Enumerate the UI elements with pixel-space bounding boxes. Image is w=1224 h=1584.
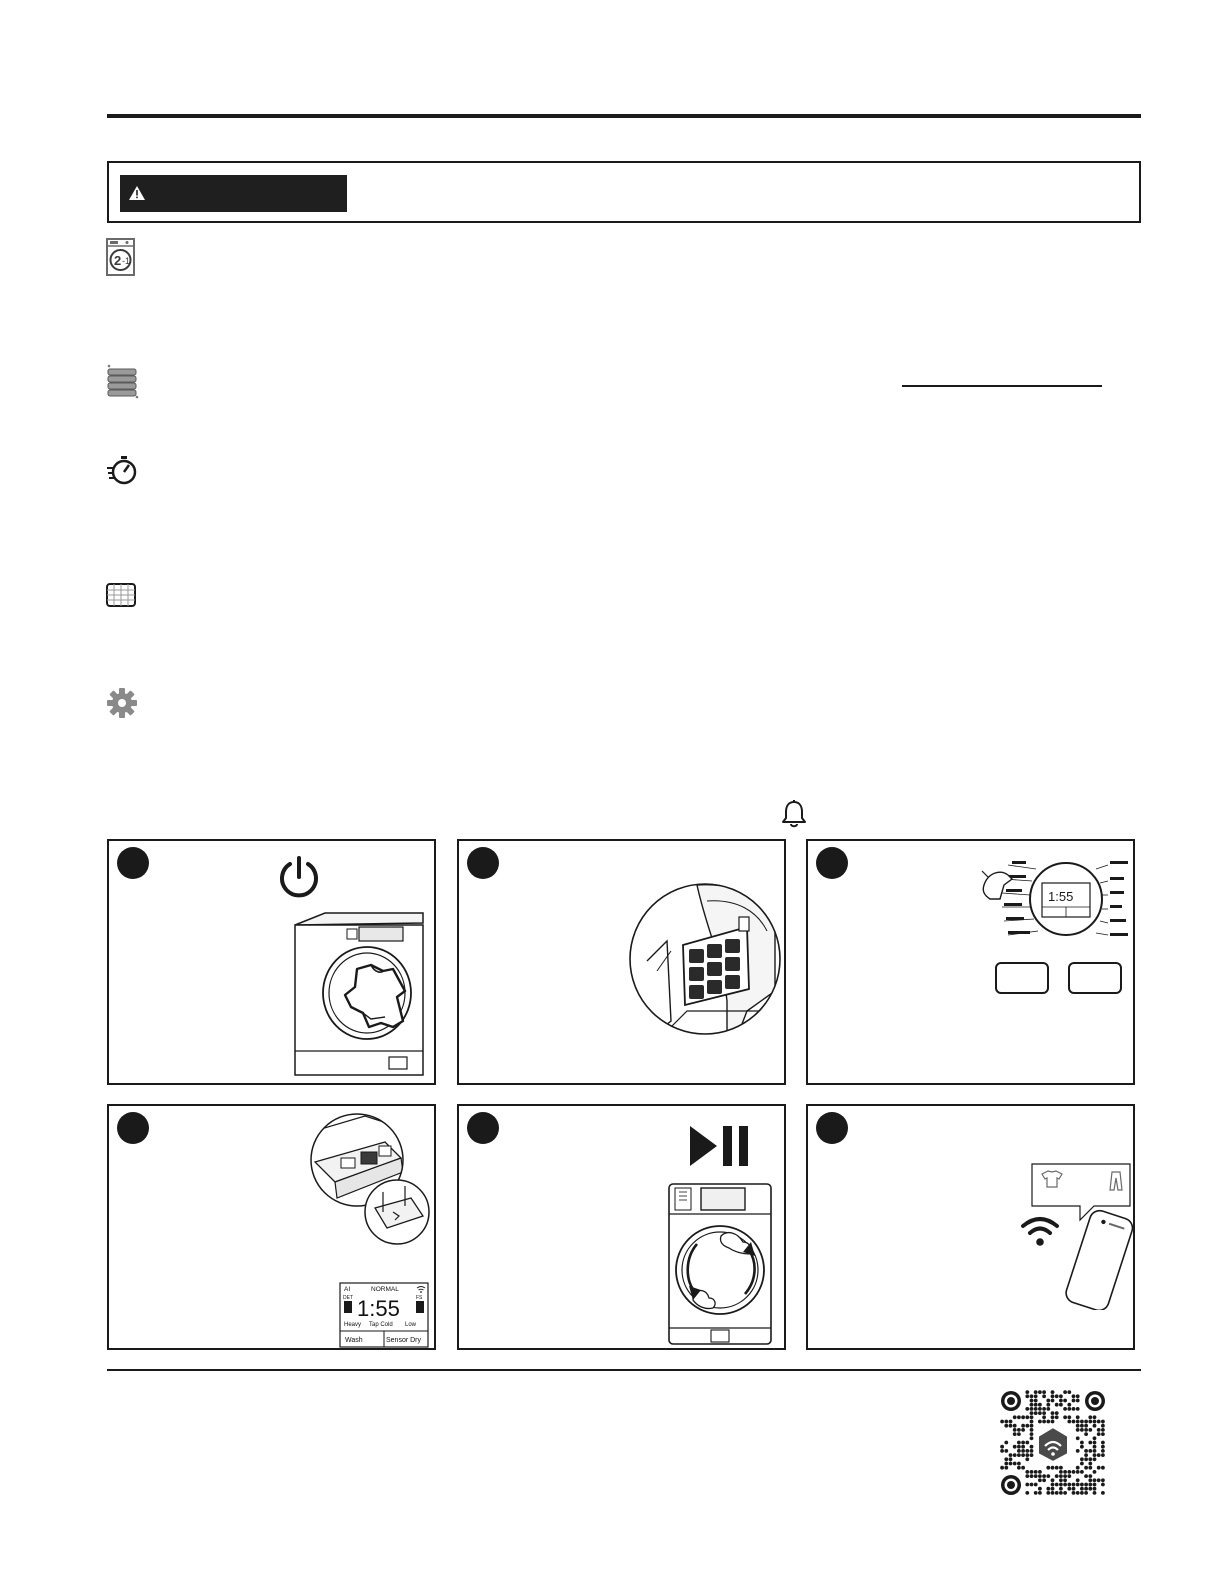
qr-module <box>1067 1470 1071 1474</box>
svg-text:1:55: 1:55 <box>1048 889 1074 904</box>
qr-module <box>1059 1470 1063 1474</box>
qr-module <box>1067 1407 1071 1411</box>
qr-module <box>1038 1403 1042 1407</box>
qr-module <box>1025 1390 1029 1394</box>
qr-module <box>1072 1407 1076 1411</box>
lcd-option-dry: Low <box>405 1322 417 1328</box>
qr-module <box>1088 1441 1092 1445</box>
qr-module <box>1076 1478 1080 1482</box>
qr-module <box>1021 1441 1025 1445</box>
qr-module <box>1059 1483 1063 1487</box>
qr-module <box>1051 1420 1055 1424</box>
qr-module <box>1076 1466 1080 1470</box>
qr-module <box>1021 1449 1025 1453</box>
qr-module <box>1000 1449 1004 1453</box>
qr-module <box>1013 1453 1017 1457</box>
qr-module <box>1034 1390 1038 1394</box>
qr-module <box>1046 1474 1050 1478</box>
qr-module <box>1080 1420 1084 1424</box>
qr-module <box>1101 1466 1105 1470</box>
washer-dryer-combo-icon <box>105 237 137 277</box>
qr-module <box>1097 1478 1101 1482</box>
qr-module <box>1021 1428 1025 1432</box>
qr-module <box>1101 1449 1105 1453</box>
qr-module <box>1101 1491 1105 1495</box>
qr-module <box>1038 1407 1042 1411</box>
qr-module <box>1076 1436 1080 1440</box>
qr-module <box>1051 1394 1055 1398</box>
qr-module <box>1076 1483 1080 1487</box>
qr-module <box>1080 1491 1084 1495</box>
step-panel-4 <box>107 1104 436 1350</box>
qr-module <box>1059 1491 1063 1495</box>
qr-module <box>1017 1441 1021 1445</box>
power-icon <box>277 855 321 899</box>
underline-blank <box>902 385 1102 387</box>
qr-module <box>1084 1487 1088 1491</box>
qr-module <box>1038 1478 1042 1482</box>
qr-module <box>1093 1436 1097 1440</box>
qr-module <box>1021 1453 1025 1457</box>
qr-module <box>1025 1483 1029 1487</box>
lcd-tag-right: FS <box>416 1295 423 1301</box>
lcd-mode-left: AI <box>344 1286 351 1293</box>
qr-module <box>1059 1466 1063 1470</box>
qr-module <box>1088 1474 1092 1478</box>
step-panel-5 <box>457 1104 786 1350</box>
qr-module <box>1097 1432 1101 1436</box>
qr-module <box>1051 1390 1055 1394</box>
qr-module <box>1063 1390 1067 1394</box>
qr-module <box>1080 1445 1084 1449</box>
qr-module <box>1025 1415 1029 1419</box>
qr-module <box>1088 1457 1092 1461</box>
qr-module <box>1038 1411 1042 1415</box>
lcd-option-temp: Tap Cold <box>369 1322 393 1328</box>
qr-module <box>1072 1491 1076 1495</box>
qr-module <box>1030 1394 1034 1398</box>
qr-module <box>1093 1445 1097 1449</box>
qr-module <box>1051 1399 1055 1403</box>
qr-module <box>1004 1424 1008 1428</box>
step-panel-1 <box>107 839 436 1085</box>
qr-module <box>1013 1462 1017 1466</box>
qr-module <box>1101 1483 1105 1487</box>
wifi-icon <box>1020 1214 1060 1248</box>
qr-module <box>1076 1491 1080 1495</box>
qr-module <box>1076 1420 1080 1424</box>
qr-module <box>1088 1420 1092 1424</box>
qr-module <box>1080 1483 1084 1487</box>
qr-module <box>1084 1483 1088 1487</box>
qr-module <box>1063 1483 1067 1487</box>
qr-module <box>1093 1483 1097 1487</box>
lcd-cycle-name: NORMAL <box>371 1286 399 1293</box>
step-panel-3 <box>806 839 1135 1085</box>
lcd-time: 1:55 <box>357 1296 400 1321</box>
qr-module <box>1004 1457 1008 1461</box>
qr-module <box>1025 1474 1029 1478</box>
qr-module <box>1025 1441 1029 1445</box>
bell-icon <box>780 799 808 829</box>
qr-module <box>1051 1491 1055 1495</box>
qr-module <box>1072 1399 1076 1403</box>
option-button-left[interactable] <box>995 962 1049 994</box>
option-button-right[interactable] <box>1068 962 1122 994</box>
qr-module <box>1101 1445 1105 1449</box>
qr-module <box>1093 1487 1097 1491</box>
qr-module <box>1101 1453 1105 1457</box>
qr-module <box>1088 1449 1092 1453</box>
lcd-option-soil: Heavy <box>344 1322 362 1328</box>
qr-module <box>1030 1432 1034 1436</box>
control-lcd-display <box>339 1282 429 1348</box>
qr-module <box>1051 1487 1055 1491</box>
qr-module <box>1013 1432 1017 1436</box>
qr-module <box>1013 1415 1017 1419</box>
qr-module <box>1034 1470 1038 1474</box>
qr-module <box>1076 1449 1080 1453</box>
step-number-1 <box>117 847 149 879</box>
qr-module <box>1076 1407 1080 1411</box>
step-number-4 <box>117 1112 149 1144</box>
qr-module <box>1025 1407 1029 1411</box>
gear-icon <box>105 686 139 720</box>
qr-module <box>1093 1478 1097 1482</box>
qr-module <box>1088 1466 1092 1470</box>
qr-module <box>1059 1474 1063 1478</box>
step-number-6 <box>816 1112 848 1144</box>
qr-module <box>1013 1428 1017 1432</box>
qr-module <box>1072 1470 1076 1474</box>
qr-module <box>1025 1453 1029 1457</box>
qr-module <box>1030 1424 1034 1428</box>
qr-module <box>1088 1428 1092 1432</box>
qr-module <box>1046 1399 1050 1403</box>
qr-module <box>1030 1436 1034 1440</box>
qr-module <box>1080 1487 1084 1491</box>
qr-module <box>1046 1403 1050 1407</box>
qr-module <box>1080 1462 1084 1466</box>
qr-module <box>1030 1474 1034 1478</box>
qr-module <box>1080 1457 1084 1461</box>
qr-module <box>1046 1420 1050 1424</box>
qr-module <box>1013 1445 1017 1449</box>
quick-timer-icon <box>105 452 141 488</box>
qr-module <box>1067 1420 1071 1424</box>
qr-module <box>1004 1420 1008 1424</box>
qr-module <box>1034 1394 1038 1398</box>
qr-module <box>1013 1424 1017 1428</box>
qr-module <box>1084 1491 1088 1495</box>
qr-module <box>1038 1474 1042 1478</box>
stacked-clothes-icon <box>105 364 141 400</box>
qr-module <box>1055 1491 1059 1495</box>
qr-module <box>1055 1403 1059 1407</box>
qr-module <box>1051 1415 1055 1419</box>
qr-module <box>1088 1462 1092 1466</box>
qr-module <box>1038 1487 1042 1491</box>
qr-module <box>1093 1424 1097 1428</box>
qr-module <box>1021 1466 1025 1470</box>
qr-module <box>1017 1432 1021 1436</box>
qr-module <box>1063 1491 1067 1495</box>
qr-module <box>1084 1474 1088 1478</box>
qr-module <box>1030 1407 1034 1411</box>
qr-module <box>1093 1470 1097 1474</box>
qr-module <box>1000 1445 1004 1449</box>
step-number-2 <box>467 847 499 879</box>
qr-module <box>1000 1466 1004 1470</box>
qr-module <box>1030 1411 1034 1415</box>
qr-module <box>1072 1394 1076 1398</box>
qr-module <box>1101 1428 1105 1432</box>
svg-text:-1: -1 <box>122 256 131 266</box>
lint-filter-illustration <box>627 881 783 1037</box>
qr-module <box>1080 1441 1084 1445</box>
qr-module <box>1030 1420 1034 1424</box>
step-number-3 <box>816 847 848 879</box>
qr-module <box>1088 1415 1092 1419</box>
qr-module <box>1076 1394 1080 1398</box>
qr-module <box>1017 1428 1021 1432</box>
qr-module <box>1084 1449 1088 1453</box>
qr-module <box>1025 1491 1029 1495</box>
qr-module <box>1021 1445 1025 1449</box>
qr-module <box>1063 1407 1067 1411</box>
qr-module <box>1093 1491 1097 1495</box>
qr-module <box>1042 1420 1046 1424</box>
qr-module <box>1067 1487 1071 1491</box>
qr-module <box>1034 1403 1038 1407</box>
qr-module <box>1088 1487 1092 1491</box>
qr-module <box>1076 1415 1080 1419</box>
svg-text:2: 2 <box>114 253 122 268</box>
qr-module <box>1021 1415 1025 1419</box>
qr-module <box>1080 1428 1084 1432</box>
qr-module <box>1072 1487 1076 1491</box>
qr-module <box>1063 1478 1067 1482</box>
qr-module <box>1004 1441 1008 1445</box>
qr-module <box>1030 1470 1034 1474</box>
qr-module <box>1046 1491 1050 1495</box>
qr-module <box>1067 1483 1071 1487</box>
warning-banner <box>107 161 1141 223</box>
step-panel-2 <box>457 839 786 1085</box>
qr-module <box>1017 1466 1021 1470</box>
qr-module <box>1063 1474 1067 1478</box>
qr-module <box>1046 1407 1050 1411</box>
qr-module <box>1084 1466 1088 1470</box>
warning-label <box>120 175 347 212</box>
qr-module <box>1084 1420 1088 1424</box>
qr-module <box>1017 1449 1021 1453</box>
qr-module <box>1017 1462 1021 1466</box>
qr-module <box>1076 1470 1080 1474</box>
qr-module <box>1093 1453 1097 1457</box>
qr-module <box>1042 1415 1046 1419</box>
qr-module <box>1080 1470 1084 1474</box>
qr-module <box>1030 1453 1034 1457</box>
qr-module <box>1063 1470 1067 1474</box>
grid-filter-icon <box>105 582 137 608</box>
qr-module <box>1051 1478 1055 1482</box>
qr-module <box>1009 1462 1013 1466</box>
qr-module <box>1093 1449 1097 1453</box>
qr-module <box>1055 1483 1059 1487</box>
qr-module <box>1059 1399 1063 1403</box>
step-panel-6 <box>806 1104 1135 1350</box>
qr-module <box>1025 1424 1029 1428</box>
qr-module <box>1063 1415 1067 1419</box>
qr-module <box>1067 1474 1071 1478</box>
qr-module <box>1042 1474 1046 1478</box>
qr-module <box>1097 1428 1101 1432</box>
qr-module <box>1076 1399 1080 1403</box>
qr-module <box>1084 1428 1088 1432</box>
qr-module <box>1030 1449 1034 1453</box>
footer-rule <box>107 1369 1141 1371</box>
qr-module <box>1030 1399 1034 1403</box>
qr-module <box>1080 1424 1084 1428</box>
qr-module <box>1059 1403 1063 1407</box>
qr-module <box>1034 1483 1038 1487</box>
qr-module <box>1101 1420 1105 1424</box>
detergent-drawer-illustration <box>305 1112 433 1248</box>
qr-module <box>1046 1487 1050 1491</box>
qr-module <box>1004 1466 1008 1470</box>
qr-module <box>1042 1478 1046 1482</box>
qr-module <box>1067 1415 1071 1419</box>
qr-module <box>1051 1466 1055 1470</box>
qr-module <box>1042 1390 1046 1394</box>
qr-code[interactable] <box>1000 1390 1106 1496</box>
qr-module <box>1093 1415 1097 1419</box>
qr-module <box>1101 1424 1105 1428</box>
qr-module <box>1017 1445 1021 1449</box>
qr-module <box>1042 1411 1046 1415</box>
qr-module <box>1097 1453 1101 1457</box>
qr-module <box>1084 1424 1088 1428</box>
step-number-5 <box>467 1112 499 1144</box>
washer-tumbling-illustration <box>665 1182 775 1348</box>
qr-module <box>1025 1394 1029 1398</box>
qr-module <box>1084 1457 1088 1461</box>
qr-module <box>1084 1453 1088 1457</box>
lcd-button-wash[interactable]: Wash <box>345 1337 363 1344</box>
qr-module <box>1097 1420 1101 1424</box>
qr-module <box>1088 1483 1092 1487</box>
qr-module <box>1055 1474 1059 1478</box>
qr-module <box>1076 1428 1080 1432</box>
qr-module <box>1030 1403 1034 1407</box>
lcd-tag-left: DET <box>343 1295 353 1301</box>
qr-module <box>1030 1445 1034 1449</box>
qr-module <box>1059 1478 1063 1482</box>
qr-module <box>1038 1470 1042 1474</box>
qr-module <box>1093 1457 1097 1461</box>
lcd-button-sensor-dry[interactable]: Sensor Dry <box>386 1337 422 1344</box>
qr-module <box>1009 1457 1013 1461</box>
washer-loading-illustration <box>289 911 429 1081</box>
qr-module <box>1038 1491 1042 1495</box>
qr-module <box>1030 1483 1034 1487</box>
qr-module <box>1009 1424 1013 1428</box>
qr-module <box>1004 1449 1008 1453</box>
qr-module <box>1101 1432 1105 1436</box>
qr-module <box>1034 1474 1038 1478</box>
qr-module <box>1055 1411 1059 1415</box>
qr-module <box>1009 1453 1013 1457</box>
qr-module <box>1000 1420 1004 1424</box>
qr-module <box>1093 1420 1097 1424</box>
qr-module <box>1097 1466 1101 1470</box>
qr-module <box>1038 1390 1042 1394</box>
qr-module <box>1017 1453 1021 1457</box>
qr-module <box>1034 1411 1038 1415</box>
qr-module <box>1059 1487 1063 1491</box>
qr-module <box>1034 1399 1038 1403</box>
qr-module <box>1030 1428 1034 1432</box>
qr-module <box>1009 1420 1013 1424</box>
qr-module <box>1059 1394 1063 1398</box>
qr-module <box>1017 1415 1021 1419</box>
header-rule <box>107 114 1141 118</box>
qr-module <box>1072 1483 1076 1487</box>
play-pause-icon <box>687 1124 753 1168</box>
qr-module <box>1101 1441 1105 1445</box>
qr-module <box>1055 1466 1059 1470</box>
qr-module <box>1046 1466 1050 1470</box>
qr-module <box>1030 1415 1034 1419</box>
qr-module <box>1063 1399 1067 1403</box>
warning-triangle-icon <box>128 185 146 201</box>
qr-module <box>1084 1432 1088 1436</box>
qr-module <box>1025 1470 1029 1474</box>
qr-module <box>1055 1415 1059 1419</box>
qr-module <box>1101 1478 1105 1482</box>
qr-module <box>1034 1407 1038 1411</box>
qr-module <box>1088 1478 1092 1482</box>
qr-module <box>1025 1457 1029 1461</box>
qr-module <box>1067 1403 1071 1407</box>
qr-module <box>1067 1390 1071 1394</box>
qr-module <box>1021 1424 1025 1428</box>
qr-module <box>1042 1407 1046 1411</box>
qr-module <box>1004 1462 1008 1466</box>
qr-module <box>1051 1411 1055 1415</box>
qr-module <box>1093 1441 1097 1445</box>
cycle-dial-illustration <box>978 855 1128 945</box>
qr-module <box>1076 1424 1080 1428</box>
qr-module <box>1034 1491 1038 1495</box>
qr-module <box>1072 1420 1076 1424</box>
qr-module <box>1055 1394 1059 1398</box>
qr-module <box>1042 1394 1046 1398</box>
qr-module <box>1051 1483 1055 1487</box>
qr-module <box>1038 1420 1042 1424</box>
qr-module <box>1025 1449 1029 1453</box>
